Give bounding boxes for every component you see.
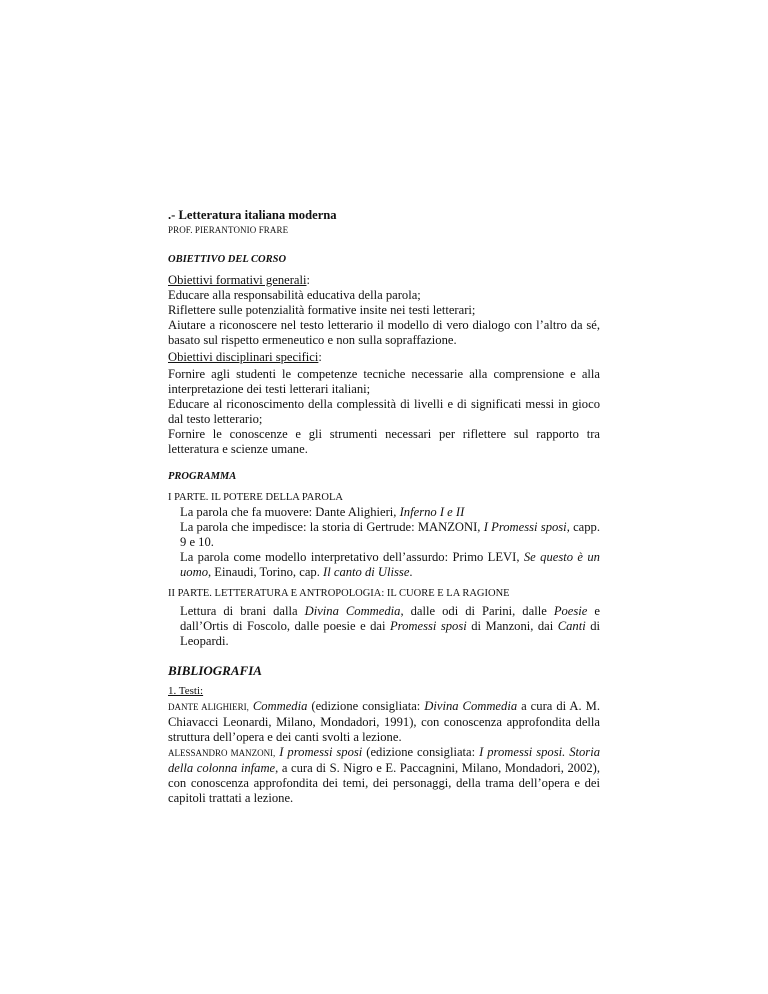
bib-entry-dante-c: a cura di A. M. Chiavacci Leonardi, Milano, Mondadori, 1991), con conoscenza approfondita della struttura dell’opera e dei canti svolti a lezione. <box>168 699 601 744</box>
part2-list <box>168 604 600 649</box>
specific-objectives-label-text: Obiettivi disciplinari specifici <box>168 350 319 364</box>
bib-entry-manzoni-c: , a cura di S. Nigro e E. Paccagnini, Milano, Mondadori, 2002), con conoscenza approfondita dei temi, dei personaggi, della trama dell’opera e dei capitoli trattati a lezione. <box>168 761 601 805</box>
prof-prefix: PROF. <box>168 225 193 235</box>
general-objective-1: Educare alla responsabilità educativa della parola; <box>168 288 421 302</box>
part1-item-1 <box>180 505 600 520</box>
general-objective-2: Riflettere sulle potenzialità formative insite nei testi letterari; <box>168 303 476 317</box>
general-objective-3: Aiutare a riconoscere nel testo letterario il modello di vero dialogo con l’altro da sé, basato sul rispetto ermeneutico e non sulla sopraffazione. <box>168 318 600 347</box>
bib-entry-dante-edition: Divina Commedia <box>424 699 518 713</box>
part2-work-commedia: Divina Commedia <box>304 604 401 618</box>
part2-text-g: di Manzoni, dai <box>466 619 558 633</box>
specific-objectives-label: Obiettivi disciplinari specifici: <box>168 350 322 364</box>
part1-item-3-chapter: Il canto di Ulisse <box>323 565 410 579</box>
objectives-heading: OBIETTIVO DEL CORSO <box>168 254 287 265</box>
part2-work-poesie: Poesie <box>553 604 588 618</box>
professor-name <box>168 223 600 238</box>
specific-objective-2: Educare al riconoscimento della complessità di livelli e di significati messi in gioco dal testo letterario; <box>168 397 600 426</box>
part1-item-3 <box>180 550 600 580</box>
bib-entry-manzoni-a: (edizione consigliata: <box>362 745 480 759</box>
bib-entry-manzoni-work: I promessi sposi <box>279 745 363 759</box>
specific-objective-3: Fornire le conoscenze e gli strumenti necessari per riflettere sul rapporto tra letteratura e scienze umane. <box>168 427 600 456</box>
part2-text-e: e dall’Ortis di Foscolo, dalle poesie e dai <box>180 604 600 633</box>
part2-text-a: Lettura di brani dalla <box>180 604 305 618</box>
part1-item-3-pub: , Einaudi, Torino, cap. <box>208 565 324 579</box>
bib-entry-manzoni-author: ALESSANDRO MANZONI, <box>168 748 276 758</box>
bib-entry-dante-author: DANTE ALIGHIERI, <box>168 702 249 712</box>
prof-last-name: FRARE <box>258 225 289 235</box>
prof-first-name: PIERANTONIO <box>194 225 257 235</box>
bib-entry-manzoni <box>168 745 600 806</box>
bibliografia-heading: BIBLIOGRAFIA <box>168 663 262 678</box>
part2-work-promessi: Promessi sposi <box>389 619 467 633</box>
document-page <box>168 208 600 806</box>
part1-item-3-end: . <box>409 565 413 579</box>
part2-text-i: di Leopardi. <box>180 619 600 648</box>
programma-heading: PROGRAMMA <box>168 471 237 482</box>
part1-list <box>168 505 600 580</box>
part2-work-canti: Canti <box>557 619 586 633</box>
specific-objective-1: Fornire agli studenti le competenze tecniche necessarie alla comprensione e alla interpretazione dei testi letterari italiani; <box>168 367 600 396</box>
bib-entry-dante <box>168 699 600 745</box>
part1-title: I PARTE. IL POTERE DELLA PAROLA <box>168 492 343 503</box>
part2-item <box>180 604 600 649</box>
general-objectives-label: Obiettivi formativi generali: <box>168 273 310 287</box>
bib-entry-dante-work: Commedia <box>252 699 308 713</box>
part1-item-3-text: La parola come modello interpretativo dell’assurdo: Primo LEVI, <box>180 550 524 564</box>
part1-item-2 <box>180 520 600 550</box>
part2-text-c: , dalle odi di Parini, dalle <box>400 604 554 618</box>
course-title: .- Letteratura italiana moderna <box>168 208 337 222</box>
general-objectives-label-text: Obiettivi formativi generali <box>168 273 307 287</box>
testi-label: 1. Testi: <box>168 685 204 697</box>
part1-item-1-work: Inferno I e II <box>399 505 465 519</box>
part1-item-1-text: La parola che fa muovere: Dante Alighieri, <box>180 505 400 519</box>
part2-title: II PARTE. LETTERATURA E ANTROPOLOGIA: IL CUORE E LA RAGIONE <box>168 588 510 599</box>
part1-item-2-work: I Promessi sposi <box>483 520 567 534</box>
part1-item-2-text: La parola che impedisce: la storia di Gertrude: MANZONI, <box>180 520 484 534</box>
bib-entry-manzoni-edition: I promessi sposi. Storia della colonna infame <box>168 745 600 775</box>
bib-entry-dante-a: (edizione consigliata: <box>307 699 425 713</box>
part1-item-3-work: Se questo è un uomo <box>180 550 600 579</box>
part1-item-2-tail: , capp. 9 e 10. <box>180 520 600 549</box>
